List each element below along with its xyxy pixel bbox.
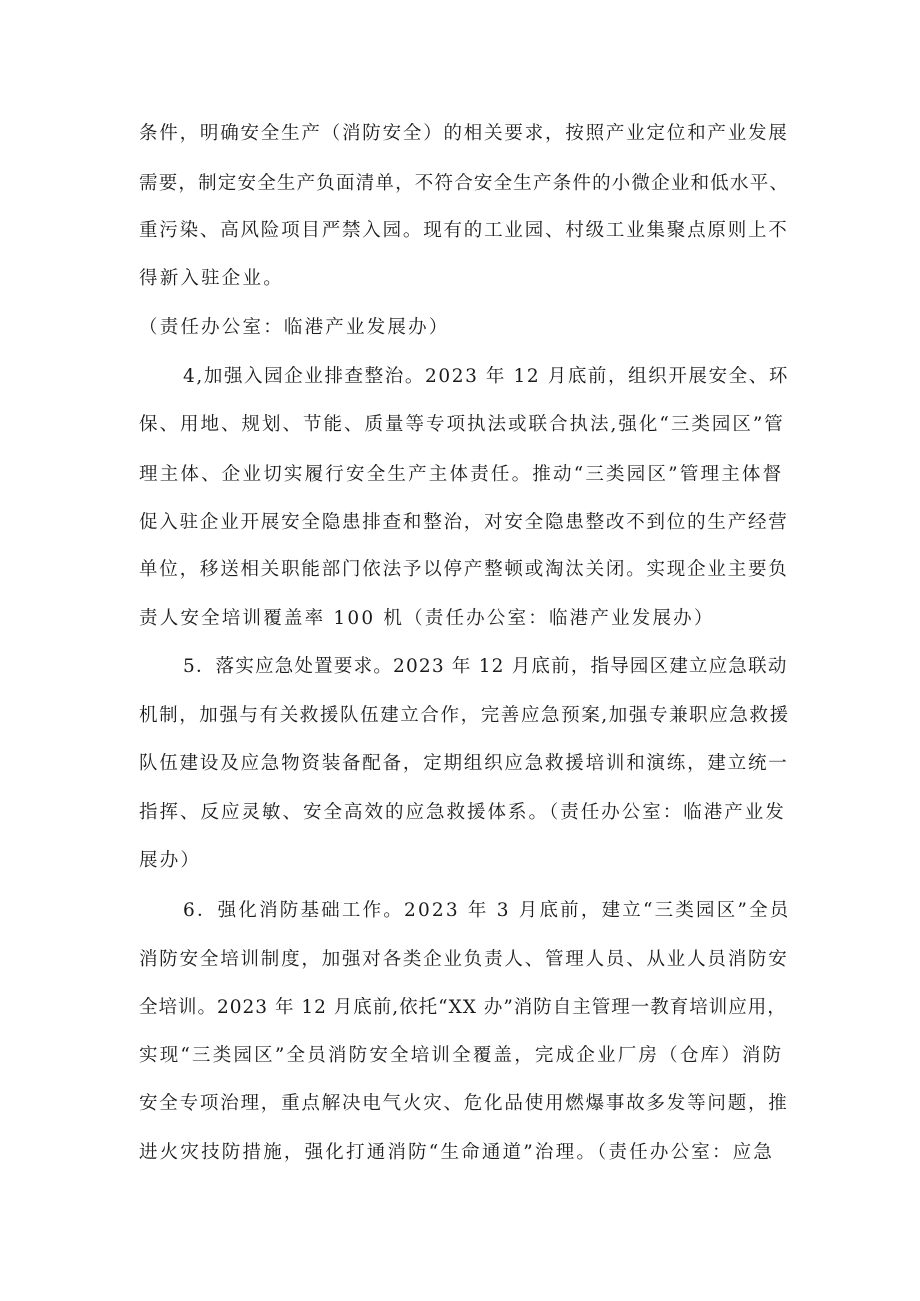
text-line: 展办） [139,850,202,871]
text-line: 消防安全培训制度，加强对各类企业负责人、管理人员、从业人员消防安 [139,949,789,970]
text-line: 指挥、反应灵敏、安全高效的应急救援体系。（责任办公室：临港产业发 [139,802,786,823]
text-line: 条件，明确安全生产（消防安全）的相关要求，按照产业定位和产业发展 [139,123,789,144]
text-line: 理主体、企业切实履行安全生产主体责任。推动“三类园区”管理主体督 [139,464,784,485]
text-line: 重污染、高风险项目严禁入园。现有的工业园、村级工业集聚点原则上不 [139,220,789,241]
text-line: 责人安全培训覆盖率 100 机（责任办公室：临港产业发展办） [139,608,715,629]
item-5-heading-line: 5．落实应急处置要求。2023 年 12 月底前，指导园区建立应急联动 [183,656,788,677]
text-line: 安全专项治理，重点解决电气火灾、危化品使用燃爆事故多发等问题，推 [139,1093,789,1114]
text-line: 进火灾技防措施，强化打通消防“生命通道”治理。（责任办公室：应急 [139,1142,775,1163]
text-line: 需要，制定安全生产负面清单，不符合安全生产条件的小微企业和低水平、 [139,173,790,194]
text-line: 全培训。2023 年 12 月底前,依托“XX 办”消防自主管理一教育培训应用， [139,997,787,1018]
text-line: 实现“三类园区”全员消防安全培训全覆盖，完成企业厂房（仓库）消防 [139,1045,784,1066]
text-line: 得新入驻企业。 [139,268,284,289]
text-line: 促入驻企业开展安全隐患排查和整治，对安全隐患整改不到位的生产经营 [139,512,789,533]
item-4-heading-line: 4,加强入园企业排查整治。2023 年 12 月底前，组织开展安全、环 [183,366,789,387]
text-line: 单位，移送相关职能部门依法予以停产整顿或淘汰关闭。实现企业主要负 [139,559,789,580]
item-6-heading-line: 6．强化消防基础工作。2023 年 3 月底前，建立“三类园区”全员 [183,900,791,921]
text-line: 机制，加强与有关救援队伍建立合作，完善应急预案,加强专兼职应急救援 [139,705,790,726]
text-line: 队伍建设及应急物资装备配备，定期组织应急救援培训和演练，建立统一 [139,753,789,774]
text-line: 保、用地、规划、节能、质量等专项执法或联合执法,强化“三类园区”管 [139,414,785,435]
responsibility-note: （责任办公室：临港产业发展办） [139,317,450,338]
